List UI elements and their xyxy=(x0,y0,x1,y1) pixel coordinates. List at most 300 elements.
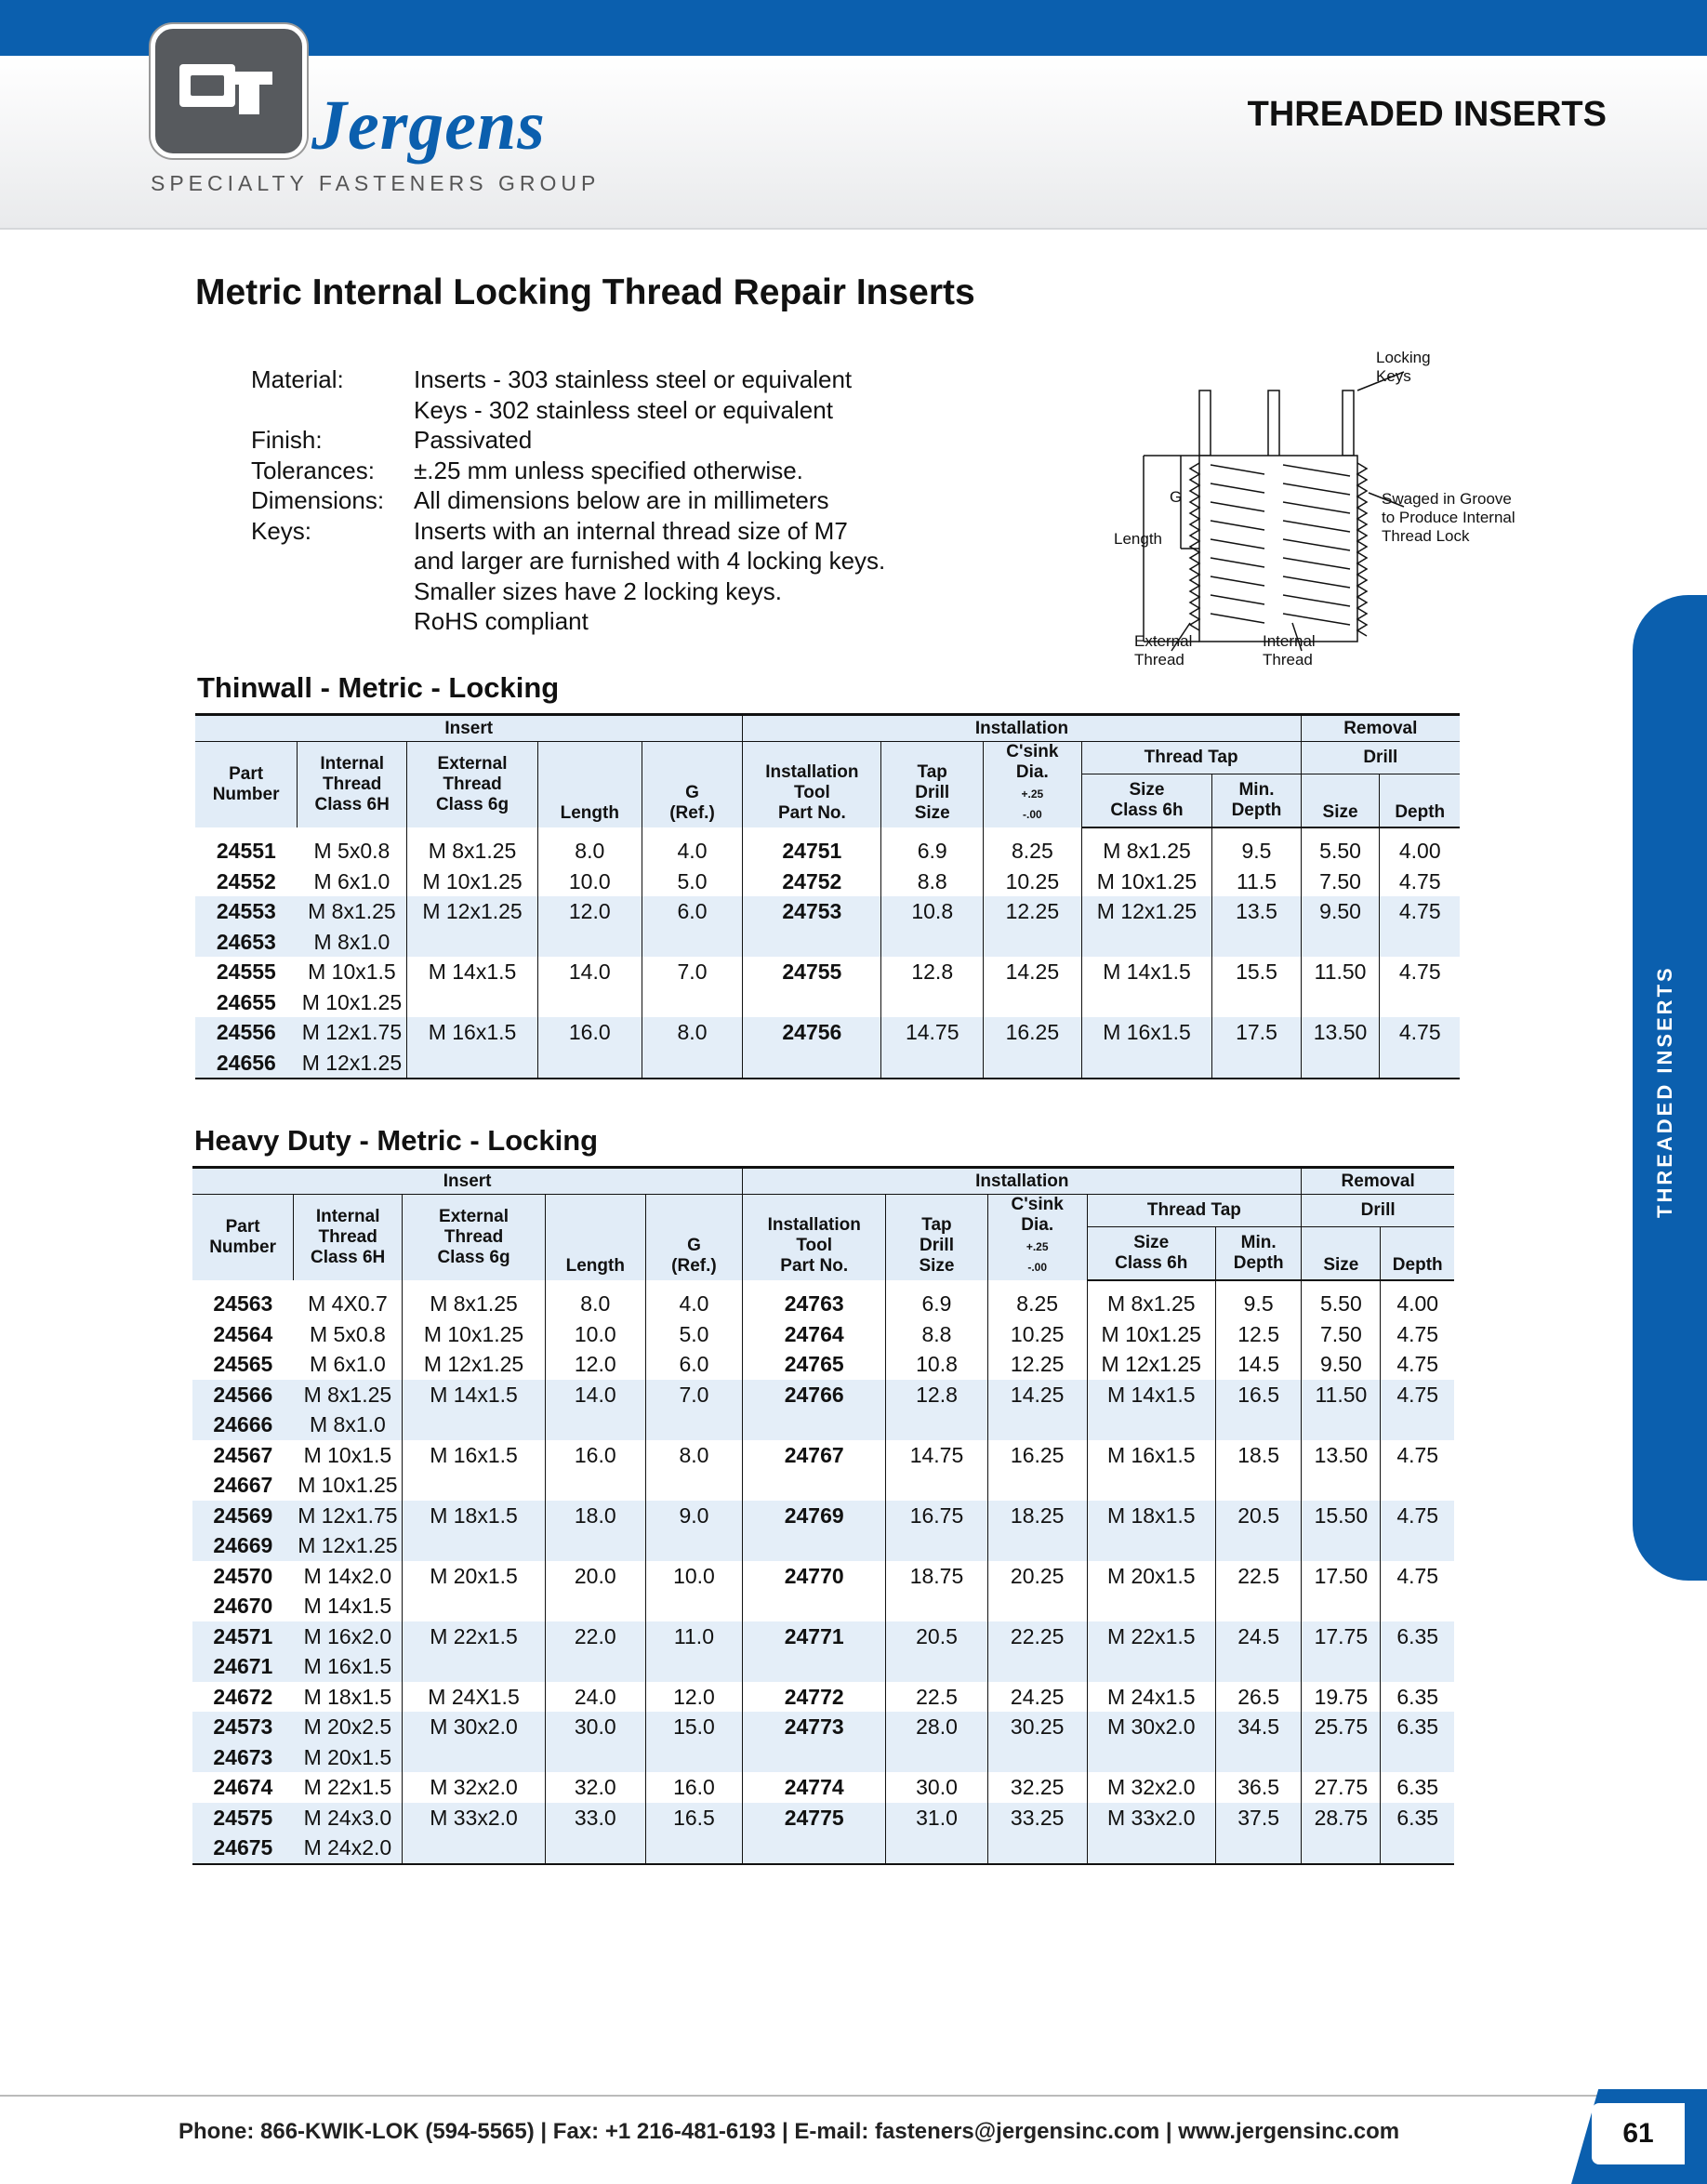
table-cell: M 12x1.25 xyxy=(298,1048,407,1079)
table-cell xyxy=(1087,1530,1215,1561)
tool-part-cell: 24755 xyxy=(743,957,881,987)
table-cell: M 22x1.5 xyxy=(1087,1621,1215,1652)
table-row xyxy=(192,1380,1454,1410)
tool-part-cell xyxy=(743,1410,886,1440)
table-cell xyxy=(984,1048,1082,1079)
col-length: Length xyxy=(545,1195,645,1281)
table-cell: M 8x1.25 xyxy=(407,827,538,867)
group-drill: Drill xyxy=(1302,1195,1454,1227)
spec-label: Tolerances: xyxy=(251,456,375,484)
table-cell: 15.0 xyxy=(645,1712,743,1742)
part-number-cell: 24551 xyxy=(216,838,276,863)
table-row xyxy=(192,1410,1454,1440)
table-cell xyxy=(1381,1591,1454,1621)
table-cell xyxy=(886,1530,988,1561)
table-cell: M 10x1.5 xyxy=(294,1440,403,1471)
table-cell xyxy=(886,1470,988,1501)
table-row xyxy=(195,1017,1460,1048)
tool-part-cell: 24770 xyxy=(743,1561,886,1592)
table-cell xyxy=(545,1591,645,1621)
spec-value: All dimensions below are in millimeters xyxy=(414,486,829,514)
table-cell: 24.5 xyxy=(1215,1621,1301,1652)
table-cell: 36.5 xyxy=(1215,1772,1301,1803)
table-cell xyxy=(1380,927,1460,958)
table-cell xyxy=(545,1410,645,1440)
part-number-cell: 24575 xyxy=(192,1803,294,1833)
table-cell xyxy=(642,1048,743,1079)
table-cell xyxy=(1215,1530,1301,1561)
table-cell: 6.35 xyxy=(1381,1621,1454,1652)
spec-label: Dimensions: xyxy=(251,486,385,514)
diagram-label: Swaged in Groove xyxy=(1382,490,1512,508)
table-cell: 14.75 xyxy=(886,1440,988,1471)
table-cell: 12.25 xyxy=(984,896,1082,927)
table-cell: M 24x3.0 xyxy=(294,1803,403,1833)
table-cell: 30.0 xyxy=(545,1712,645,1742)
table-cell: 17.5 xyxy=(1212,1017,1301,1048)
table-cell xyxy=(1381,1833,1454,1864)
col-part-number: Part Number xyxy=(192,1195,294,1281)
table-cell: 16.0 xyxy=(537,1017,642,1048)
spec-list xyxy=(251,364,885,637)
table-cell: 32.25 xyxy=(987,1772,1087,1803)
diagram-label: Keys xyxy=(1376,367,1411,385)
table-row xyxy=(195,827,1460,867)
table-cell: M 12x1.25 xyxy=(294,1530,403,1561)
table-row xyxy=(192,1561,1454,1592)
table-cell xyxy=(987,1530,1087,1561)
table-cell: M 24X1.5 xyxy=(403,1682,546,1713)
col-internal-thread: Internal Thread Class 6H xyxy=(294,1195,403,1281)
footer-divider xyxy=(0,2095,1707,2097)
table-row xyxy=(192,1349,1454,1380)
table-cell: 17.50 xyxy=(1302,1561,1381,1592)
tool-part-cell: 24751 xyxy=(743,827,881,867)
table-cell: 12.0 xyxy=(645,1682,743,1713)
table-row xyxy=(192,1621,1454,1652)
table-cell: M 8x1.25 xyxy=(294,1380,403,1410)
table-row xyxy=(195,987,1460,1018)
table-cell: 14.0 xyxy=(545,1380,645,1410)
table-cell xyxy=(642,927,743,958)
table-cell: M 22x1.5 xyxy=(403,1621,546,1652)
tool-part-cell: 24773 xyxy=(743,1712,886,1742)
heavyduty-title: Heavy Duty - Metric - Locking xyxy=(194,1124,599,1157)
col-tap-drill: Tap Drill Size xyxy=(881,742,984,828)
table-cell xyxy=(407,927,538,958)
part-number-cell: 24569 xyxy=(192,1501,294,1531)
table-cell xyxy=(1212,927,1301,958)
table-cell: M 16x1.5 xyxy=(407,1017,538,1048)
spec-label: Material: xyxy=(251,365,344,393)
table-row xyxy=(195,927,1460,958)
col-tap-size: Size Class 6h xyxy=(1081,774,1212,827)
table-row xyxy=(192,1651,1454,1682)
table-cell xyxy=(1381,1742,1454,1773)
table-cell: 15.50 xyxy=(1302,1501,1381,1531)
diagram-label: Locking xyxy=(1376,349,1431,366)
heavyduty-table xyxy=(192,1166,1454,1865)
thinwall-title: Thinwall - Metric - Locking xyxy=(197,671,560,704)
table-cell: M 16x1.5 xyxy=(294,1651,403,1682)
diagram-label: to Produce Internal xyxy=(1382,509,1515,526)
table-row xyxy=(195,1048,1460,1079)
col-drill-depth: Depth xyxy=(1381,1227,1454,1280)
table-cell xyxy=(1087,1591,1215,1621)
table-cell xyxy=(537,987,642,1018)
part-number-cell: 24573 xyxy=(192,1712,294,1742)
page-number: 61 xyxy=(1622,2118,1654,2149)
part-number-cell: 24553 xyxy=(195,896,298,927)
table-cell: 18.0 xyxy=(545,1501,645,1531)
col-g-ref: G (Ref.) xyxy=(645,1195,743,1281)
table-cell: M 33x2.0 xyxy=(403,1803,546,1833)
table-cell: 9.5 xyxy=(1212,827,1301,867)
tool-part-cell: 24763 xyxy=(743,1280,886,1319)
tool-part-cell: 24753 xyxy=(743,896,881,927)
table-cell: M 20x1.5 xyxy=(1087,1561,1215,1592)
table-cell xyxy=(1302,1410,1381,1440)
table-cell: 12.5 xyxy=(1215,1319,1301,1350)
table-cell: 7.50 xyxy=(1301,867,1380,897)
table-cell: 14.75 xyxy=(881,1017,984,1048)
table-cell xyxy=(1302,1651,1381,1682)
table-cell xyxy=(407,987,538,1018)
diagram-label: Internal xyxy=(1263,632,1316,650)
table-cell: M 20x1.5 xyxy=(294,1742,403,1773)
tool-part-cell: 24764 xyxy=(743,1319,886,1350)
table-cell xyxy=(403,1410,546,1440)
table-cell xyxy=(645,1530,743,1561)
table-cell: 24.0 xyxy=(545,1682,645,1713)
table-cell: 12.0 xyxy=(545,1349,645,1380)
diagram-label: Thread xyxy=(1263,651,1313,668)
part-number-cell: 24675 xyxy=(192,1833,294,1864)
table-cell: 4.00 xyxy=(1398,839,1441,863)
col-part-number: Part Number xyxy=(195,742,298,828)
table-cell: 5.0 xyxy=(645,1319,743,1350)
table-cell: 8.8 xyxy=(886,1319,988,1350)
tool-part-cell xyxy=(743,927,881,958)
col-external-thread: External Thread Class 6g xyxy=(403,1195,546,1281)
table-cell xyxy=(886,1410,988,1440)
table-cell xyxy=(1212,1048,1301,1079)
table-cell: 8.0 xyxy=(545,1280,645,1319)
tool-part-cell: 24756 xyxy=(743,1017,881,1048)
table-cell xyxy=(987,1410,1087,1440)
table-cell: 22.25 xyxy=(987,1621,1087,1652)
table-cell: 11.50 xyxy=(1301,957,1380,987)
part-number-cell: 24674 xyxy=(213,1775,273,1799)
table-row xyxy=(192,1742,1454,1773)
thinwall-rows xyxy=(195,827,1460,1079)
table-cell: M 8x1.25 xyxy=(403,1280,546,1319)
tool-part-cell xyxy=(743,1833,886,1864)
table-cell xyxy=(1381,1470,1454,1501)
table-cell xyxy=(984,987,1082,1018)
table-cell: M 16x2.0 xyxy=(294,1621,403,1652)
table-cell xyxy=(881,927,984,958)
table-cell: 5.50 xyxy=(1301,827,1380,867)
col-internal-thread: Internal Thread Class 6H xyxy=(298,742,407,828)
jergens-logo xyxy=(151,24,307,158)
table-cell: 4.75 xyxy=(1396,1352,1439,1376)
table-cell: M 14x1.5 xyxy=(1081,957,1212,987)
table-cell: M 4X0.7 xyxy=(294,1280,403,1319)
table-cell: M 14x1.5 xyxy=(407,957,538,987)
table-cell: 8.0 xyxy=(642,1017,743,1048)
spec-tolerances xyxy=(251,456,885,486)
table-cell: 6.0 xyxy=(645,1349,743,1380)
table-cell: M 12x1.25 xyxy=(1081,896,1212,927)
table-cell: 6.9 xyxy=(886,1280,988,1319)
table-cell: 13.50 xyxy=(1302,1440,1381,1471)
table-cell: 4.75 xyxy=(1381,1380,1454,1410)
diagram-label: External xyxy=(1134,632,1193,650)
table-row xyxy=(192,1803,1454,1833)
col-g-ref: G (Ref.) xyxy=(642,742,743,828)
table-cell: M 32x2.0 xyxy=(403,1772,546,1803)
table-cell: M 16x1.5 xyxy=(1087,1440,1215,1471)
col-csink: C'sink Dia. +.25 -.00 xyxy=(984,742,1082,828)
part-number-cell: 24656 xyxy=(195,1048,298,1079)
table-cell: 4.75 xyxy=(1396,1563,1439,1588)
part-number-cell: 24672 xyxy=(213,1684,273,1709)
table-cell: 4.75 xyxy=(1396,1321,1439,1346)
table-cell: 28.0 xyxy=(886,1712,988,1742)
table-row xyxy=(192,1591,1454,1621)
table-cell: M 18x1.5 xyxy=(403,1501,546,1531)
diagram-label: Thread Lock xyxy=(1382,527,1470,545)
table-cell: 5.0 xyxy=(642,867,743,897)
table-cell: 7.50 xyxy=(1302,1319,1381,1350)
table-cell: 9.50 xyxy=(1301,896,1380,927)
table-cell: 16.25 xyxy=(987,1440,1087,1471)
table-cell: 20.5 xyxy=(1215,1501,1301,1531)
table-cell: 4.75 xyxy=(1380,1017,1460,1048)
table-cell: M 30x2.0 xyxy=(403,1712,546,1742)
table-cell xyxy=(1215,1742,1301,1773)
tool-part-cell: 24769 xyxy=(743,1501,886,1531)
table-cell: 11.5 xyxy=(1212,867,1301,897)
table-cell xyxy=(881,987,984,1018)
col-drill-size: Size xyxy=(1301,774,1380,827)
col-min-depth: Min. Depth xyxy=(1215,1227,1301,1280)
table-cell: 8.25 xyxy=(984,827,1082,867)
table-cell: M 8x1.0 xyxy=(294,1410,403,1440)
table-cell xyxy=(407,1048,538,1079)
group-thread-tap: Thread Tap xyxy=(1081,742,1301,774)
section-title: THREADED INSERTS xyxy=(1247,95,1607,134)
tool-part-cell: 24774 xyxy=(743,1772,886,1803)
col-tap-drill: Tap Drill Size xyxy=(886,1195,988,1281)
table-cell: 8.8 xyxy=(881,867,984,897)
table-cell xyxy=(645,1410,743,1440)
page-title: Metric Internal Locking Thread Repair Inserts xyxy=(195,272,975,312)
table-cell xyxy=(1301,927,1380,958)
table-cell xyxy=(1301,987,1380,1018)
table-cell: 20.5 xyxy=(886,1621,988,1652)
table-cell: 8.0 xyxy=(645,1440,743,1471)
table-cell: 10.0 xyxy=(645,1561,743,1592)
col-external-thread: External Thread Class 6g xyxy=(407,742,538,828)
table-cell xyxy=(987,1833,1087,1864)
table-cell: 22.5 xyxy=(886,1682,988,1713)
table-row xyxy=(195,867,1460,897)
table-cell: 18.25 xyxy=(987,1501,1087,1531)
table-cell: 16.75 xyxy=(886,1501,988,1531)
table-cell xyxy=(1215,1470,1301,1501)
table-cell: 8.0 xyxy=(537,827,642,867)
table-cell: 4.75 xyxy=(1396,1442,1439,1467)
table-cell xyxy=(1087,1470,1215,1501)
tool-part-cell: 24772 xyxy=(743,1682,886,1713)
table-cell: 9.50 xyxy=(1302,1349,1381,1380)
col-length: Length xyxy=(537,742,642,828)
table-row xyxy=(192,1682,1454,1713)
table-cell xyxy=(537,927,642,958)
table-cell: M 10x1.25 xyxy=(403,1319,546,1350)
table-cell xyxy=(1087,1742,1215,1773)
table-row xyxy=(195,957,1460,987)
table-cell: 26.5 xyxy=(1215,1682,1301,1713)
page-number-box xyxy=(1592,2103,1685,2164)
tool-part-cell xyxy=(743,1591,886,1621)
table-cell: 4.75 xyxy=(1398,868,1441,893)
table-cell: M 12x1.25 xyxy=(1087,1349,1215,1380)
tool-part-cell xyxy=(743,1742,886,1773)
table-cell: 18.5 xyxy=(1215,1440,1301,1471)
table-cell: 4.00 xyxy=(1396,1291,1439,1316)
table-cell xyxy=(1380,1048,1460,1079)
table-cell: M 10x1.25 xyxy=(298,987,407,1018)
col-installation-tool: Installation Tool Part No. xyxy=(743,1195,886,1281)
group-insert: Insert xyxy=(195,715,743,742)
part-number-cell: 24666 xyxy=(192,1410,294,1440)
table-cell: 10.8 xyxy=(886,1349,988,1380)
table-cell: M 20x1.5 xyxy=(403,1561,546,1592)
group-drill: Drill xyxy=(1301,742,1460,774)
table-cell: 34.5 xyxy=(1215,1712,1301,1742)
table-cell xyxy=(545,1742,645,1773)
table-cell xyxy=(645,1742,743,1773)
diagram-label: G xyxy=(1170,488,1183,506)
table-cell: 6.0 xyxy=(642,896,743,927)
table-cell xyxy=(545,1833,645,1864)
table-cell xyxy=(987,1470,1087,1501)
table-cell: M 14x1.5 xyxy=(403,1380,546,1410)
spec-value: RoHS compliant xyxy=(414,607,589,635)
table-cell: 4.0 xyxy=(645,1280,743,1319)
part-number-cell: 24566 xyxy=(192,1380,294,1410)
table-cell: 6.35 xyxy=(1396,1684,1439,1709)
table-cell xyxy=(1302,1530,1381,1561)
table-cell xyxy=(1302,1591,1381,1621)
table-row xyxy=(192,1833,1454,1864)
table-cell: 14.0 xyxy=(537,957,642,987)
table-cell: 6.35 xyxy=(1381,1803,1454,1833)
table-cell xyxy=(984,927,1082,958)
tool-part-cell: 24766 xyxy=(743,1380,886,1410)
table-cell: 11.0 xyxy=(645,1621,743,1652)
table-cell: 11.50 xyxy=(1302,1380,1381,1410)
table-cell: 28.75 xyxy=(1302,1803,1381,1833)
tool-part-cell xyxy=(743,1048,881,1079)
table-cell: 30.25 xyxy=(987,1712,1087,1742)
part-number-cell: 24653 xyxy=(195,927,298,958)
table-cell xyxy=(1087,1651,1215,1682)
table-cell xyxy=(1381,1530,1454,1561)
table-cell: M 24x2.0 xyxy=(294,1833,403,1864)
part-number-cell: 24667 xyxy=(213,1473,273,1497)
table-cell xyxy=(881,1048,984,1079)
table-cell: M 32x2.0 xyxy=(1087,1772,1215,1803)
table-cell: 16.0 xyxy=(545,1440,645,1471)
col-min-depth: Min. Depth xyxy=(1212,774,1301,827)
table-cell xyxy=(403,1833,546,1864)
tool-part-cell: 24771 xyxy=(743,1621,886,1652)
table-cell: M 24x1.5 xyxy=(1087,1682,1215,1713)
table-cell: 17.75 xyxy=(1302,1621,1381,1652)
table-cell: 33.25 xyxy=(987,1803,1087,1833)
spec-finish xyxy=(251,425,885,456)
table-cell xyxy=(1215,1651,1301,1682)
diagram-label: Thread xyxy=(1134,651,1184,668)
tool-part-cell xyxy=(743,1530,886,1561)
table-row xyxy=(192,1501,1454,1531)
table-cell: 25.75 xyxy=(1302,1712,1381,1742)
table-cell: 14.25 xyxy=(984,957,1082,987)
table-cell: 24.25 xyxy=(987,1682,1087,1713)
col-installation-tool: Installation Tool Part No. xyxy=(743,742,881,828)
table-cell: M 18x1.5 xyxy=(1087,1501,1215,1531)
tool-part-cell xyxy=(743,1470,886,1501)
tool-part-cell: 24752 xyxy=(743,867,881,897)
table-cell: M 8x1.25 xyxy=(1081,827,1212,867)
table-cell: M 6x1.0 xyxy=(298,867,407,897)
table-cell xyxy=(886,1651,988,1682)
table-cell: M 8x1.25 xyxy=(298,896,407,927)
table-cell xyxy=(1087,1410,1215,1440)
group-insert: Insert xyxy=(192,1168,743,1195)
table-cell: M 14x1.5 xyxy=(1087,1380,1215,1410)
table-cell: 9.5 xyxy=(1215,1280,1301,1319)
table-cell xyxy=(1215,1833,1301,1864)
brand-subtitle: SPECIALTY FASTENERS GROUP xyxy=(151,171,601,195)
col-csink: C'sink Dia. +.25 -.00 xyxy=(987,1195,1087,1281)
table-cell: 6.35 xyxy=(1381,1712,1454,1742)
table-cell xyxy=(545,1470,645,1501)
table-cell xyxy=(1301,1048,1380,1079)
table-cell: 4.75 xyxy=(1398,960,1441,984)
tool-part-cell: 24765 xyxy=(743,1349,886,1380)
part-number-cell: 24669 xyxy=(192,1530,294,1561)
table-cell: 10.8 xyxy=(881,896,984,927)
table-cell xyxy=(1212,987,1301,1018)
tool-part-cell: 24767 xyxy=(743,1440,886,1471)
table-cell: M 33x2.0 xyxy=(1087,1803,1215,1833)
table-cell xyxy=(1302,1833,1381,1864)
part-number-cell: 24670 xyxy=(213,1594,273,1618)
group-thread-tap: Thread Tap xyxy=(1087,1195,1302,1227)
table-cell: 10.25 xyxy=(987,1319,1087,1350)
table-cell: 16.5 xyxy=(645,1803,743,1833)
table-cell xyxy=(1380,987,1460,1018)
table-cell: 6.9 xyxy=(881,827,984,867)
table-cell xyxy=(1215,1410,1301,1440)
part-number-cell: 24570 xyxy=(213,1563,273,1588)
table-cell: M 6x1.0 xyxy=(294,1349,403,1380)
